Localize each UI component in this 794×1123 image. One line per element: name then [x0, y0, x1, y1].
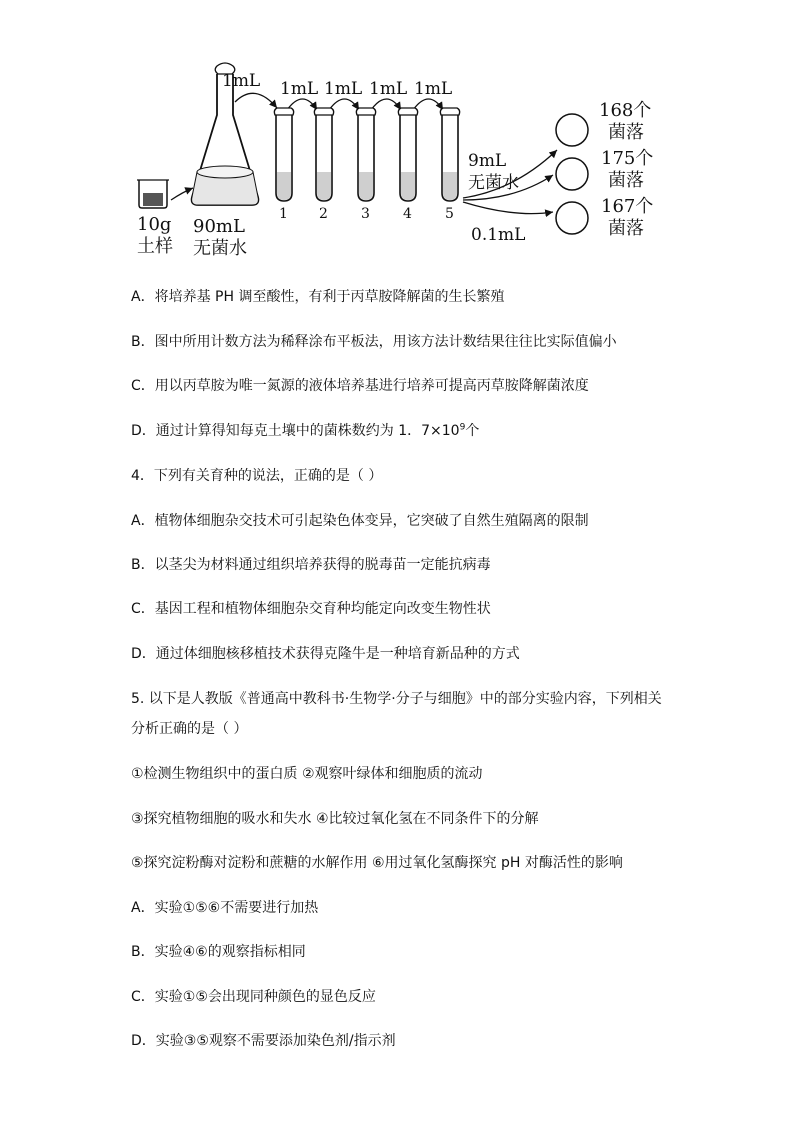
transfer-label-5: 1mL	[414, 79, 453, 99]
test-tube-icon	[440, 108, 459, 201]
transfer-arrow	[235, 93, 277, 108]
test-tube-icon	[274, 108, 293, 201]
q4-option-c: C．基因工程和植物体细胞杂交育种均能定向改变生物性状	[131, 601, 491, 617]
q5-option-b: B．实验④⑥的观察指标相同	[131, 944, 306, 960]
q3-option-a: A．将培养基 PH 调至酸性，有利于丙草胺降解菌的生长繁殖	[131, 289, 505, 305]
colony-label: 菌落	[608, 170, 644, 191]
sample-mass: 10g	[137, 214, 172, 235]
flask-volume: 90mL	[193, 216, 245, 237]
q3-option-d-tail: 个	[465, 423, 480, 439]
transfer-label-4: 1mL	[369, 79, 408, 99]
transfer-label-2: 1mL	[280, 79, 319, 99]
sample-name: 土样	[137, 236, 173, 257]
tube-number: 2	[319, 206, 328, 222]
test-tube-icon	[314, 108, 333, 201]
tube-number: 5	[445, 206, 454, 222]
transfer-arrow	[371, 99, 401, 110]
transfer-arrow	[329, 99, 359, 110]
colony-label: 菌落	[608, 122, 644, 143]
q5-stem-line1: 5. 以下是人教版《普通高中教科书·生物学·分子与细胞》中的部分实验内容，下列相关	[131, 691, 662, 707]
beaker-icon	[137, 180, 169, 208]
test-tube-icon	[398, 108, 417, 201]
colony-count: 175个	[601, 148, 654, 169]
colony-count: 168个	[599, 100, 652, 121]
q4-option-d: D．通过体细胞核移植技术获得克隆牛是一种培育新品种的方式	[131, 646, 520, 662]
q3-option-b: B．图中所用计数方法为稀释涂布平板法，用该方法计数结果往往比实际值偏小	[131, 334, 617, 350]
q5-option-c: C．实验①⑤会出现同种颜色的显色反应	[131, 989, 376, 1005]
flask-liquid: 无菌水	[193, 238, 247, 259]
tube-number: 4	[403, 206, 412, 222]
serial-dilution-figure	[125, 60, 705, 275]
tube-volume: 9mL	[468, 151, 507, 171]
beaker-to-flask-arrow	[171, 188, 193, 200]
test-tube-icon	[356, 108, 375, 201]
q5-stem-line2: 分析正确的是（ ）	[131, 721, 248, 737]
q3-option-c: C．用以丙草胺为唯一氮源的液体培养基进行培养可提高丙草胺降解菌浓度	[131, 378, 589, 394]
q4-option-a: A．植物体细胞杂交技术可引起染色体变异，它突破了自然生殖隔离的限制	[131, 513, 589, 529]
tube-liquid: 无菌水	[468, 173, 519, 193]
q5-items-line3: ⑤探究淀粉酶对淀粉和蔗糖的水解作用 ⑥用过氧化氢酶探究 pH 对酶活性的影响	[131, 855, 623, 871]
transfer-label-1: 1mL	[222, 71, 261, 91]
dilution-diagram	[125, 60, 705, 275]
q5-option-d: D．实验③⑤观察不需要添加染色剂/指示剂	[131, 1033, 396, 1049]
plating-arrow	[463, 202, 553, 214]
tube-number: 3	[361, 206, 370, 222]
q4-stem: 4．下列有关育种的说法，正确的是（ ）	[131, 468, 383, 484]
q4-option-b: B．以茎尖为材料通过组织培养获得的脱毒苗一定能抗病毒	[131, 557, 491, 573]
transfer-label-3: 1mL	[324, 79, 363, 99]
q3-option-d	[131, 421, 479, 441]
q5-items-line2: ③探究植物细胞的吸水和失水 ④比较过氧化氢在不同条件下的分解	[131, 811, 539, 827]
exponent: 9	[459, 422, 466, 433]
q3-option-d-text: D．通过计算得知每克土壤中的菌株数约为 1．7×10	[131, 423, 460, 439]
q5-items-line1: ①检测生物组织中的蛋白质 ②观察叶绿体和细胞质的流动	[131, 766, 483, 782]
transfer-arrow	[413, 99, 443, 110]
petri-dish-icon	[556, 114, 588, 146]
colony-label: 菌落	[608, 218, 644, 239]
colony-count: 167个	[601, 196, 654, 217]
plating-volume: 0.1mL	[471, 225, 526, 245]
petri-dish-icon	[556, 158, 588, 190]
tube-number: 1	[279, 206, 288, 222]
q5-option-a: A．实验①⑤⑥不需要进行加热	[131, 900, 319, 916]
petri-dish-icon	[556, 202, 588, 234]
